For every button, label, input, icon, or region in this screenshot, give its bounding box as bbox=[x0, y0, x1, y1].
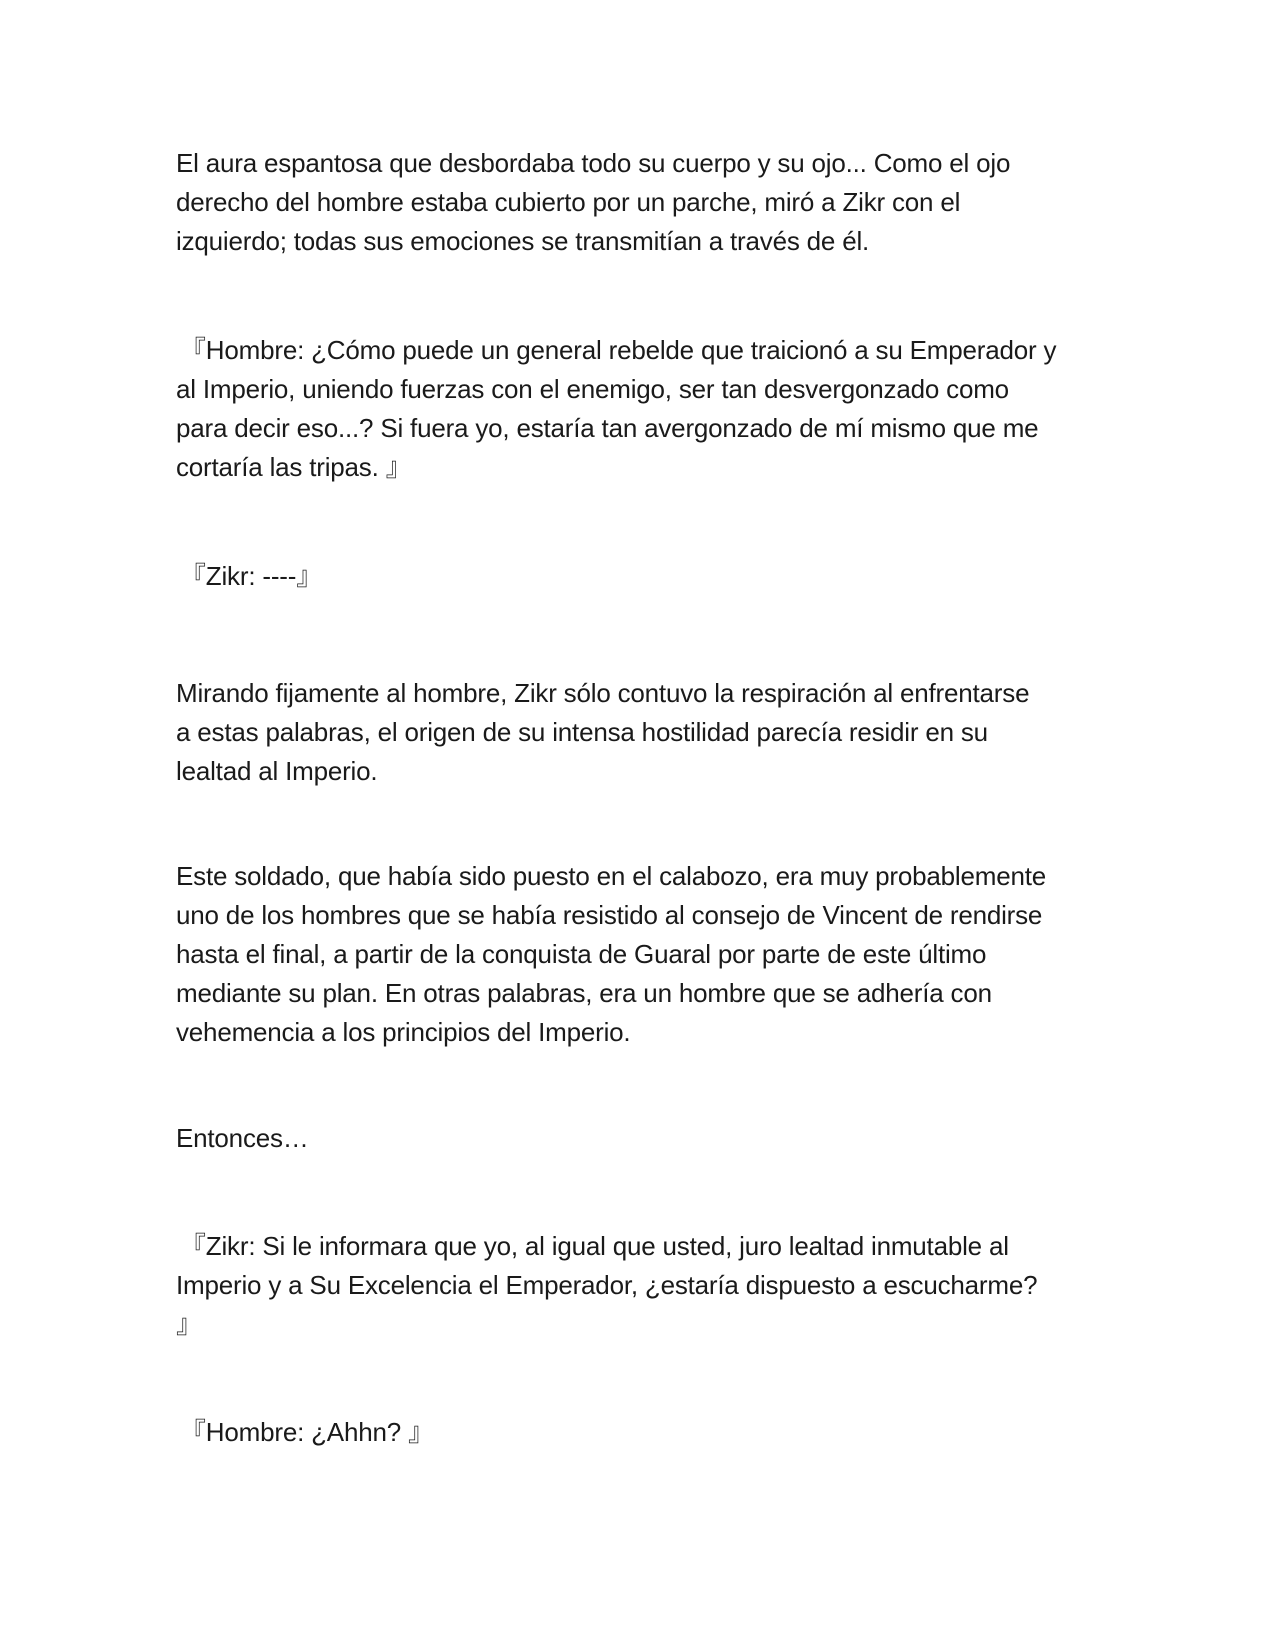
text-line: Este soldado, que había sido puesto en el calabozo, era muy probablemente bbox=[176, 861, 1046, 891]
dialogue-zikr-silence bbox=[180, 557, 1110, 596]
text-line: uno de los hombres que se había resistido al consejo de Vincent de rendirse bbox=[176, 900, 1043, 930]
paragraph-entonces bbox=[176, 1119, 1106, 1158]
text-line: mediante su plan. En otras palabras, era un hombre que se adhería con bbox=[176, 978, 992, 1008]
text-line: Entonces… bbox=[176, 1123, 309, 1153]
text-line: Mirando fijamente al hombre, Zikr sólo contuvo la respiración al enfrentarse bbox=[176, 678, 1030, 708]
dialogue-hombre-ahhn bbox=[180, 1413, 1110, 1452]
text-line: cortaría las tripas. 』 bbox=[176, 452, 412, 482]
text-line: 』 bbox=[176, 1309, 202, 1339]
text-line: 『Hombre: ¿Ahhn? 』 bbox=[180, 1417, 434, 1447]
text-line: El aura espantosa que desbordaba todo su cuerpo y su ojo... Como el ojo bbox=[176, 148, 1011, 178]
text-line: para decir eso...? Si fuera yo, estaría tan avergonzado de mí mismo que me bbox=[176, 413, 1039, 443]
text-line: al Imperio, uniendo fuerzas con el enemigo, ser tan desvergonzado como bbox=[176, 374, 1009, 404]
text-line: 『Hombre: ¿Cómo puede un general rebelde que traicionó a su Emperador y bbox=[180, 335, 1057, 365]
paragraph-soldado bbox=[176, 857, 1106, 1052]
text-line: Imperio y a Su Excelencia el Emperador, ¿estaría dispuesto a escucharme? bbox=[176, 1270, 1038, 1300]
text-line: 『Zikr: Si le informara que yo, al igual que usted, juro lealtad inmutable al bbox=[180, 1231, 1009, 1261]
paragraph-mirando bbox=[176, 674, 1106, 791]
dialogue-hombre bbox=[176, 331, 1110, 487]
paragraph-aura bbox=[176, 144, 1106, 261]
text-line: hasta el final, a partir de la conquista de Guaral por parte de este último bbox=[176, 939, 987, 969]
text-line: izquierdo; todas sus emociones se transmitían a través de él. bbox=[176, 226, 870, 256]
text-line: derecho del hombre estaba cubierto por un parche, miró a Zikr con el bbox=[176, 187, 961, 217]
text-line: 『Zikr: ----』 bbox=[180, 561, 322, 591]
text-line: vehemencia a los principios del Imperio. bbox=[176, 1017, 631, 1047]
dialogue-zikr-loyalty bbox=[176, 1227, 1110, 1344]
text-line: lealtad al Imperio. bbox=[176, 756, 378, 786]
text-line: a estas palabras, el origen de su intensa hostilidad parecía residir en su bbox=[176, 717, 988, 747]
